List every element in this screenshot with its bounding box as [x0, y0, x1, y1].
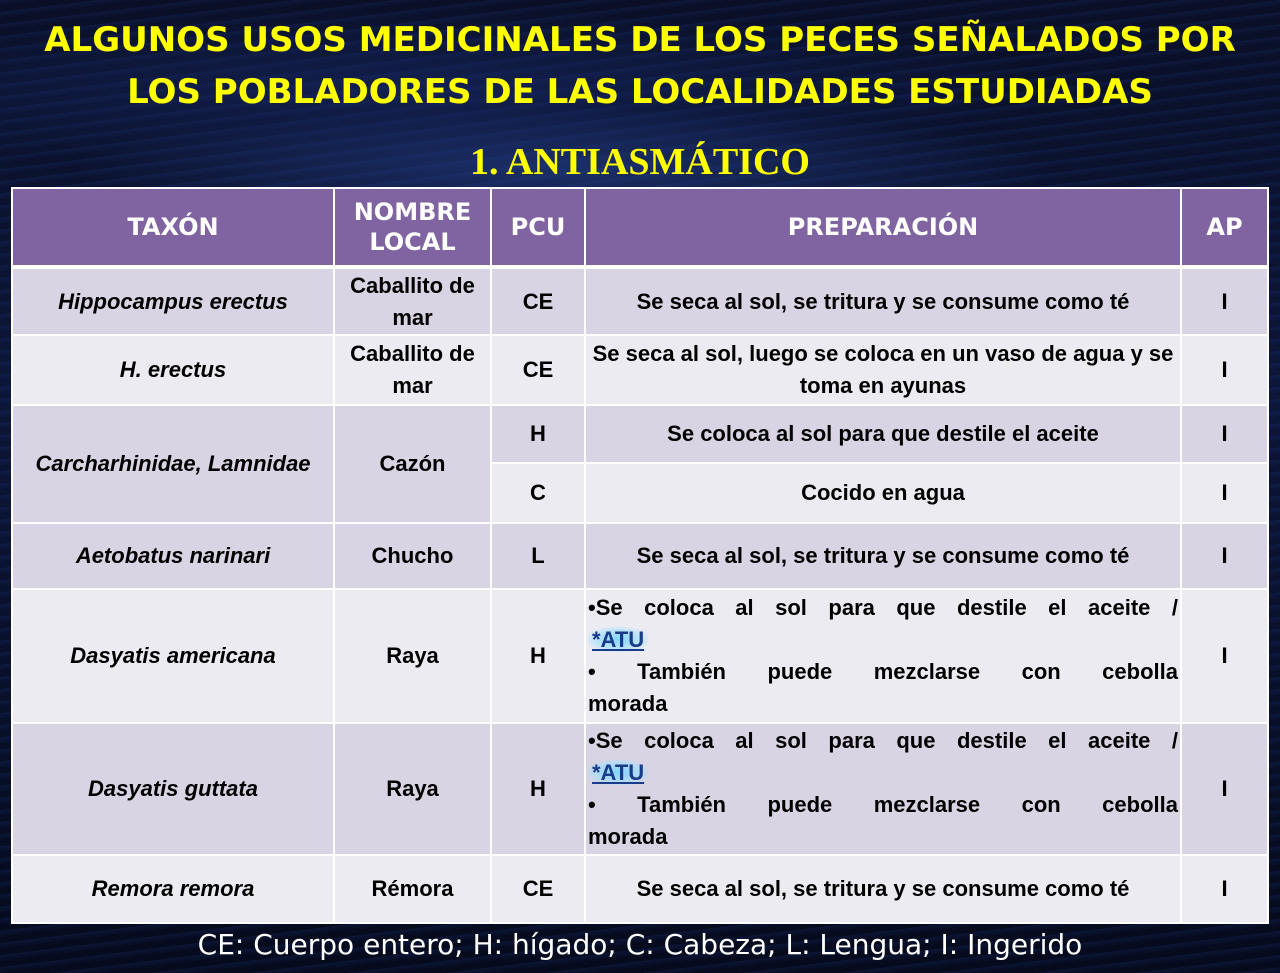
cell-pcu: H	[491, 589, 585, 723]
cell-preparacion: Se seca al sol, se tritura y se consume como té	[585, 855, 1181, 923]
cell-taxon: Remora remora	[12, 855, 334, 923]
prep-line: •Se coloca al sol para que destile el aceite /	[588, 595, 1178, 620]
title-line-1: ALGUNOS USOS MEDICINALES DE LOS PECES SEÑALADOS POR	[44, 20, 1236, 60]
header-nombre-line-2: LOCAL	[369, 228, 456, 256]
prep-line	[588, 757, 1178, 789]
prep-line: morada	[588, 824, 668, 849]
atu-link[interactable]: *ATU	[588, 627, 648, 652]
header-taxon: TAXÓN	[12, 188, 334, 267]
cell-nombre: Raya	[334, 723, 491, 855]
cell-nombre: Rémora	[334, 855, 491, 923]
table-header-row	[12, 188, 1268, 267]
prep-line: • También puede mezclarse con cebolla	[588, 792, 1178, 817]
cell-taxon: Carcharhinidae, Lamnidae	[12, 405, 334, 523]
cell-ap: I	[1181, 855, 1268, 923]
cell-pcu: CE	[491, 335, 585, 405]
cell-taxon: Dasyatis guttata	[12, 723, 334, 855]
cell-taxon: Dasyatis americana	[12, 589, 334, 723]
cell-preparacion	[585, 589, 1181, 723]
header-pcu: PCU	[491, 188, 585, 267]
cell-pcu: H	[491, 723, 585, 855]
title-line-2: LOS POBLADORES DE LAS LOCALIDADES ESTUDIADAS	[127, 72, 1153, 112]
table-row	[12, 405, 1268, 463]
header-preparacion: PREPARACIÓN	[585, 188, 1181, 267]
cell-ap: I	[1181, 463, 1268, 523]
cell-nombre: Chucho	[334, 523, 491, 589]
cell-pcu: CE	[491, 855, 585, 923]
cell-preparacion	[585, 723, 1181, 855]
cell-ap: I	[1181, 267, 1268, 335]
cell-nombre: Raya	[334, 589, 491, 723]
abbreviations-legend: CE: Cuerpo entero; H: hígado; C: Cabeza; L: Lengua; I: Ingerido	[197, 928, 1083, 961]
cell-pcu: L	[491, 523, 585, 589]
cell-preparacion: Se seca al sol, se tritura y se consume como té	[585, 523, 1181, 589]
cell-preparacion: Se coloca al sol para que destile el aceite	[585, 405, 1181, 463]
cell-pcu: CE	[491, 267, 585, 335]
cell-nombre: Caballito de mar	[334, 267, 491, 335]
cell-ap: I	[1181, 523, 1268, 589]
cell-preparacion: Se seca al sol, se tritura y se consume como té	[585, 267, 1181, 335]
cell-nombre: Caballito de mar	[334, 335, 491, 405]
header-ap: AP	[1181, 188, 1268, 267]
header-nombre-local	[334, 188, 491, 267]
section-subtitle: 1. ANTIASMÁTICO	[470, 141, 810, 183]
table-row	[12, 267, 1268, 335]
slide-title	[0, 14, 1280, 118]
table-row	[12, 335, 1268, 405]
cell-nombre: Cazón	[334, 405, 491, 523]
prep-line: •Se coloca al sol para que destile el aceite /	[588, 728, 1178, 753]
cell-taxon: H. erectus	[12, 335, 334, 405]
prep-line: morada	[588, 691, 668, 716]
cell-pcu: H	[491, 405, 585, 463]
cell-taxon: Aetobatus narinari	[12, 523, 334, 589]
cell-ap: I	[1181, 723, 1268, 855]
cell-pcu: C	[491, 463, 585, 523]
table-row	[12, 523, 1268, 589]
table-row	[12, 855, 1268, 923]
table-row	[12, 589, 1268, 723]
cell-ap: I	[1181, 589, 1268, 723]
prep-line: • También puede mezclarse con cebolla	[588, 659, 1178, 684]
cell-ap: I	[1181, 335, 1268, 405]
prep-line	[588, 624, 1178, 656]
header-nombre-line-1: NOMBRE	[353, 198, 472, 226]
cell-preparacion: Se seca al sol, luego se coloca en un vaso de agua y se toma en ayunas	[585, 335, 1181, 405]
cell-preparacion: Cocido en agua	[585, 463, 1181, 523]
atu-link[interactable]: *ATU	[588, 760, 648, 785]
table-row	[12, 723, 1268, 855]
medicinal-uses-table	[11, 187, 1269, 924]
cell-ap: I	[1181, 405, 1268, 463]
cell-taxon: Hippocampus erectus	[12, 267, 334, 335]
